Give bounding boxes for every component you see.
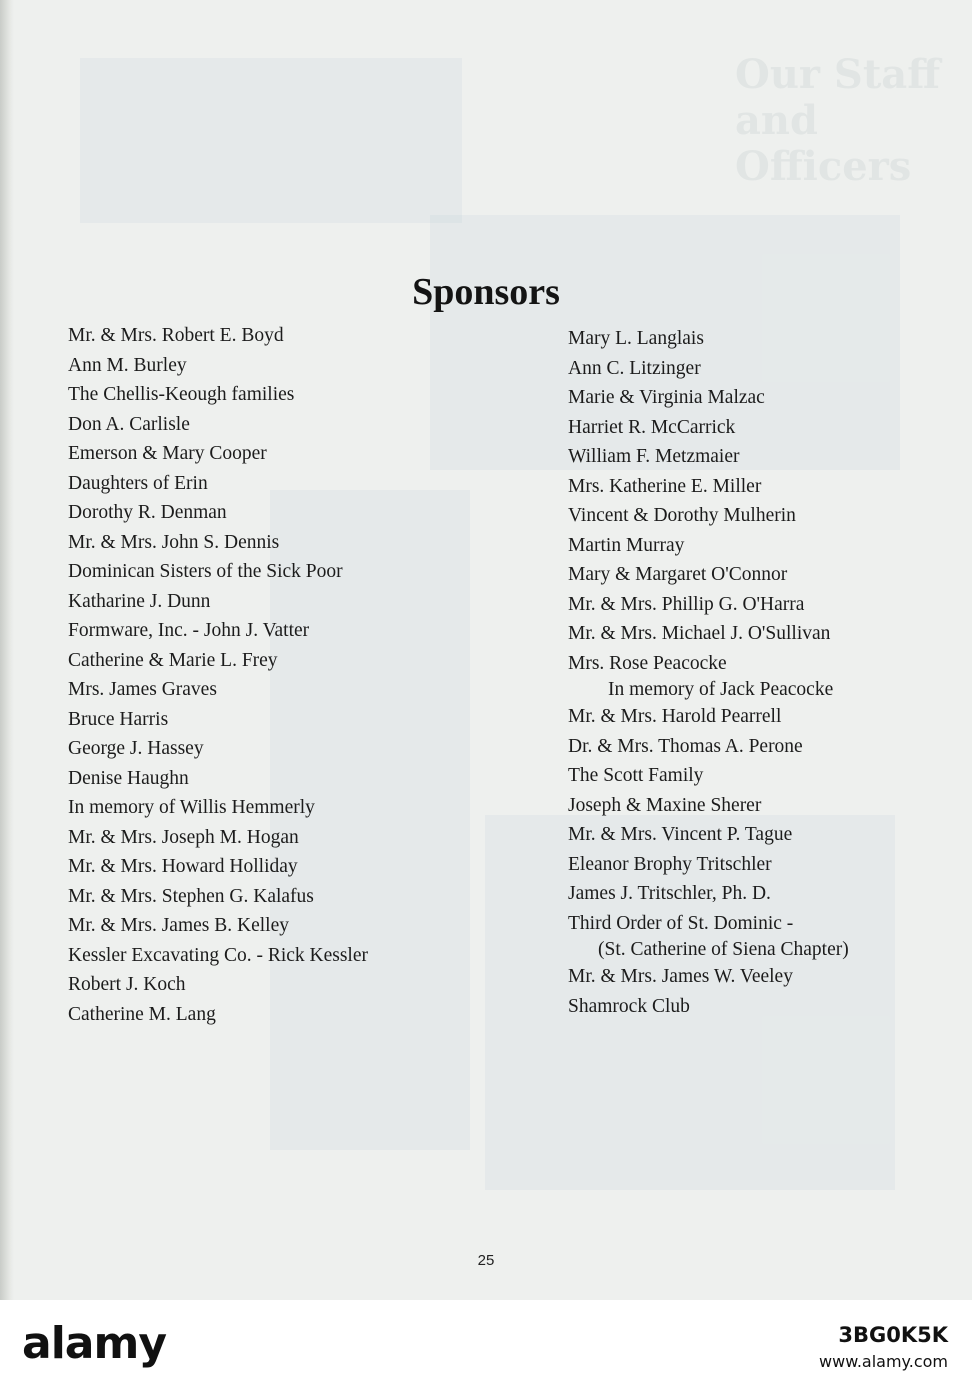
bleed-through-heading: Our Staff and Officers [735, 51, 941, 190]
sponsor-entry: Robert J. Koch [68, 974, 186, 995]
sponsor-entry: Mr. & Mrs. Phillip G. O'Harra [568, 593, 805, 615]
sponsor-entry: Ann C. Litzinger [568, 357, 701, 379]
sponsor-entry: Catherine M. Lang [68, 1003, 216, 1025]
sponsor-entry: Kessler Excavating Co. - Rick Kessler [68, 944, 369, 966]
sponsor-entry: Formware, Inc. - John J. Vatter [68, 620, 310, 641]
sponsor-entry: Mr. & Mrs. Stephen G. Kalafus [68, 885, 314, 907]
sponsor-entry: Dr. & Mrs. Thomas A. Perone [568, 735, 803, 757]
sponsor-entry: Mr. & Mrs. John S. Dennis [68, 531, 280, 553]
sponsor-entry: (St. Catherine of Siena Chapter) [598, 939, 849, 960]
sponsor-entry: In memory of Willis Hemmerly [68, 797, 315, 818]
sponsor-entry: Dorothy R. Denman [68, 502, 227, 523]
sponsor-entry: Marie & Virginia Malzac [568, 387, 765, 408]
sponsor-entry: Mr. & Mrs. James W. Veeley [568, 966, 793, 987]
sponsor-entry: Mr. & Mrs. Howard Holliday [68, 856, 298, 877]
sponsor-entry: Vincent & Dorothy Mulherin [568, 505, 796, 526]
sponsor-entry: James J. Tritschler, Ph. D. [568, 883, 771, 904]
sponsor-entry: George J. Hassey [68, 738, 204, 759]
sponsor-entry: Daughters of Erin [68, 472, 208, 494]
sponsor-entry: Bruce Harris [68, 708, 169, 730]
sponsor-list-left [68, 321, 368, 1029]
bleed-through-block [80, 58, 462, 223]
sponsor-entry: William F. Metzmaier [568, 446, 740, 467]
sponsor-entry: Shamrock Club [568, 995, 690, 1017]
sponsor-entry: Mr. & Mrs. James B. Kelley [68, 915, 289, 936]
sponsor-entry: Mrs. Rose Peacocke [568, 652, 727, 674]
alamy-logo: alamy [22, 1318, 166, 1369]
page-gutter-shadow [0, 0, 14, 1300]
sponsor-entry: The Chellis-Keough families [68, 384, 295, 405]
sponsor-list-right [568, 324, 849, 1021]
sponsor-entry: Eleanor Brophy Tritschler [568, 853, 772, 875]
sponsor-entry: Don A. Carlisle [68, 413, 190, 435]
sponsor-entry: Joseph & Maxine Sherer [568, 794, 762, 816]
page-title: Sponsors [412, 271, 560, 313]
sponsor-entry: Third Order of St. Dominic - [568, 912, 794, 934]
sponsor-entry: Mr. & Mrs. Michael J. O'Sullivan [568, 623, 831, 644]
sponsor-entry: Dominican Sisters of the Sick Poor [68, 561, 343, 582]
sponsor-entry: The Scott Family [568, 765, 704, 786]
sponsor-entry: Mary & Margaret O'Connor [568, 564, 788, 585]
sponsor-entry: Catherine & Marie L. Frey [68, 649, 278, 671]
sponsor-entry: In memory of Jack Peacocke [608, 679, 834, 700]
sponsor-entry: Katharine J. Dunn [68, 590, 211, 612]
watermark-url: www.alamy.com [819, 1352, 948, 1371]
sponsor-entry: Martin Murray [568, 534, 685, 556]
sponsor-entry: Mr. & Mrs. Robert E. Boyd [68, 325, 284, 346]
sponsor-entry: Ann M. Burley [68, 354, 187, 376]
sponsor-entry: Mr. & Mrs. Vincent P. Tague [568, 824, 793, 845]
sponsor-entry: Mr. & Mrs. Joseph M. Hogan [68, 826, 299, 848]
sponsor-entry: Mrs. Katherine E. Miller [568, 475, 762, 497]
sponsor-entry: Mr. & Mrs. Harold Pearrell [568, 706, 782, 727]
sponsor-entry: Denise Haughn [68, 767, 189, 789]
sponsor-entry: Mary L. Langlais [568, 328, 704, 349]
sponsor-entry: Harriet R. McCarrick [568, 416, 736, 438]
sponsor-entry: Emerson & Mary Cooper [68, 443, 267, 464]
sponsor-entry: Mrs. James Graves [68, 679, 217, 700]
page-number: 25 [477, 1252, 495, 1269]
image-id: 3BG0K5K [838, 1323, 948, 1347]
